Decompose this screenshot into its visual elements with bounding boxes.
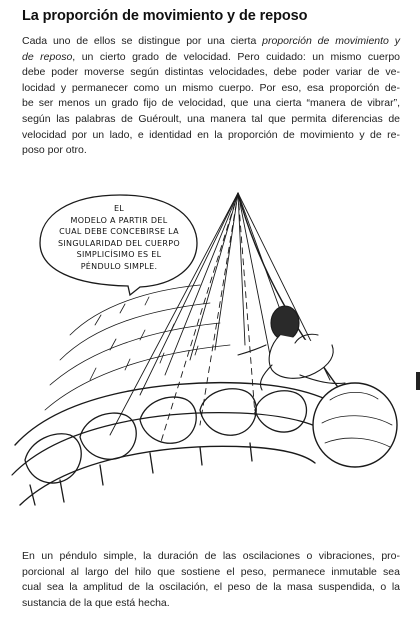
speech-line: SIMPLICÍSIMO ES EL <box>76 250 162 259</box>
speech-line: SINGULARIDAD DEL CUERPO <box>58 238 180 248</box>
speech-line: EL <box>113 204 125 213</box>
intro-italic-text: proporción de movimiento y <box>262 35 400 47</box>
speech-line: PÉNDULO SIMPLE. <box>80 261 158 271</box>
outro-line: porcional al largo del hilo que sostiene el peso, permanece inmutable sea <box>22 565 400 578</box>
outro-paragraph <box>22 549 400 611</box>
intro-line: locidad y permanecer como un mismo cuerpo. Por eso, esa proporción de- <box>22 81 400 94</box>
intro-line: debe poder moverse según distintas velocidades, debe poder variar de ve- <box>22 66 400 79</box>
speech-bubble-text <box>52 203 186 272</box>
page-edge-mark <box>416 372 420 390</box>
intro-line <box>22 50 400 66</box>
motion-strokes <box>45 285 230 410</box>
intro-italic-text: de reposo <box>22 50 73 63</box>
intro-line: be ser menos un grado fijo de velocidad, que una cierta “manera de vibrar”, <box>22 97 400 110</box>
speech-line: MODELO A PARTIR DEL <box>70 215 168 225</box>
intro-paragraph <box>22 34 400 159</box>
intro-line: poso por otro. <box>22 144 87 157</box>
intro-line: según las palabras de Guéroult, una manera tal que permita diferencias de <box>22 112 400 125</box>
outro-line: cual sea la amplitud de la oscilación, el peso de la masa suspendida, o la <box>22 581 400 594</box>
speech-line: CUAL DEBE CONCEBIRSE LA <box>59 227 179 236</box>
outro-line: sustancia de la que está hecha. <box>22 596 170 609</box>
intro-line <box>22 34 400 50</box>
intro-line: velocidad por un lado, e identidad en la proporción de movimiento y de re- <box>22 128 400 141</box>
section-title: La proporción de movimiento y de reposo <box>22 8 308 24</box>
swing-arc <box>12 383 355 505</box>
pendulum-ball <box>313 383 397 467</box>
intro-text: Cada uno de ellos se distingue por una cierta <box>22 35 263 47</box>
intro-text: , un cierto grado de velocidad. Pero cuidado: un mismo cuerpo <box>72 50 400 63</box>
outro-line: En un péndulo simple, la duración de las oscilaciones o vibraciones, pro- <box>22 550 400 562</box>
